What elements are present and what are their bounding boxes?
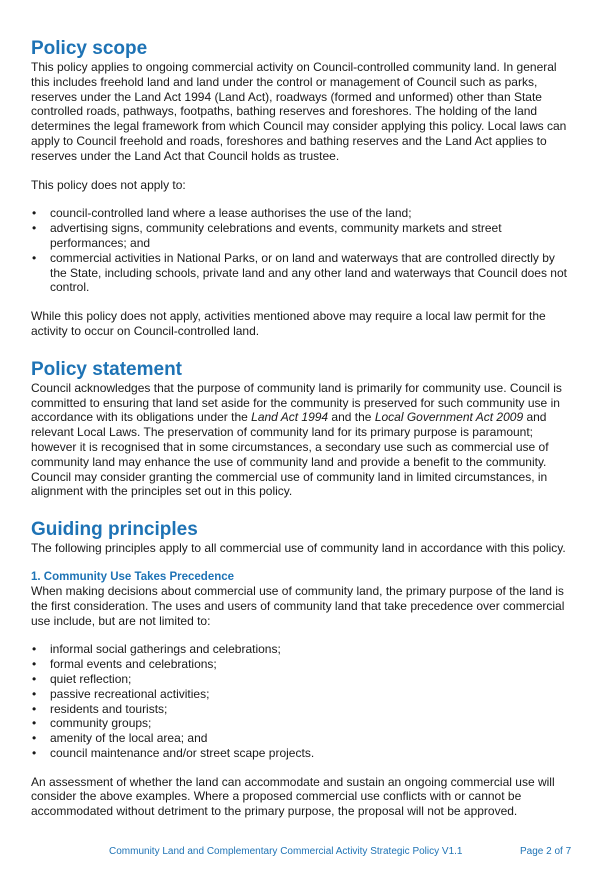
list-item: • formal events and celebrations; [31,657,569,672]
list-item: • residents and tourists; [31,702,569,717]
policy-scope-intro: This policy applies to ongoing commercial activity on Council-controlled community land. In general this includes freehold land and land under the control or management of Council such as parks, reserves under the Land Act 1994 (Land Act), roadways (formed and unformed) other than State controlled roads, pathways, footpaths, bathing reserves and foreshores. The holding of the land determines the legal framework from which Council may consider applying this policy. Local laws can apply to Council freehold and roads, foreshores and bathing reserves and the Land Act applies to reserves under the Land Act that Council holds as trustee. [31,60,567,163]
policy-scope-heading: Policy scope [31,38,148,59]
page-footer [0,846,599,862]
not-apply-intro: This policy does not apply to: [31,177,186,192]
guiding-principles-intro: The following principles apply to all commercial use of community land in accordance with this policy. [31,541,566,556]
land-act-title: Land Act 1994 [251,410,329,425]
list-item: • commercial activities in National Parks, or on land and waterways that are controlled directly by the State, including schools, private land and any other land and waterways that Council does not control. [31,251,569,295]
precedence-list [31,642,569,760]
list-item: • quiet reflection; [31,672,569,687]
not-apply-list [31,206,569,295]
list-item: • informal social gatherings and celebrations; [31,642,569,657]
list-item: • council-controlled land where a lease authorises the use of the land; [31,206,569,221]
list-item: • passive recreational activities; [31,687,569,702]
policy-statement-heading: Policy statement [31,358,182,380]
list-item: • advertising signs, community celebrations and events, community markets and street performances; and [31,221,569,251]
document-page [31,38,569,819]
policy-statement-body: Council acknowledges that the purpose of community land is primarily for community use. Council is committed to ensuring that land set aside for the community is preserved for such community use in accordance with its obligations under the Land Act 1994 and the Local Government Act 2009 and relevant Local Laws. The preservation of community land for its primary purpose is paramount; however it is recognised that in some circumstances, a secondary use such as commercial use of community land may enhance the use of community land and provide a benefit to the community. Council may consider granting the commercial use of community land in limited circumstances, in alignment with the principles set out in this policy. [31,380,562,499]
footer-document-title: Community Land and Complementary Commercial Activity Strategic Policy V1.1 [109,846,463,857]
list-item: • community groups; [31,716,569,731]
principle-1-intro: When making decisions about commercial use of community land, the primary purpose of the land is the first consideration. The uses and users of community land that take precedence over commercial use include, but are not limited to: [31,583,565,628]
list-item: • amenity of the local area; and [31,731,569,746]
footer-page-number: Page 2 of 7 [520,846,572,857]
principles-closing: An assessment of whether the land can accommodate and sustain an ongoing commercial use will consider the above examples. Where a proposed commercial use conflicts with or cannot be accommodated without detriment to the primary purpose, the proposal will not be approved. [31,774,555,819]
guiding-principles-heading: Guiding principles [31,519,198,541]
list-item: • council maintenance and/or street scape projects. [31,746,569,761]
principle-1-heading: 1. Community Use Takes Precedence [31,570,235,583]
scope-closing: While this policy does not apply, activities mentioned above may require a local law permit for the activity to occur on Council-controlled land. [31,309,546,338]
local-government-act-title: Local Government Act 2009 [374,410,524,425]
